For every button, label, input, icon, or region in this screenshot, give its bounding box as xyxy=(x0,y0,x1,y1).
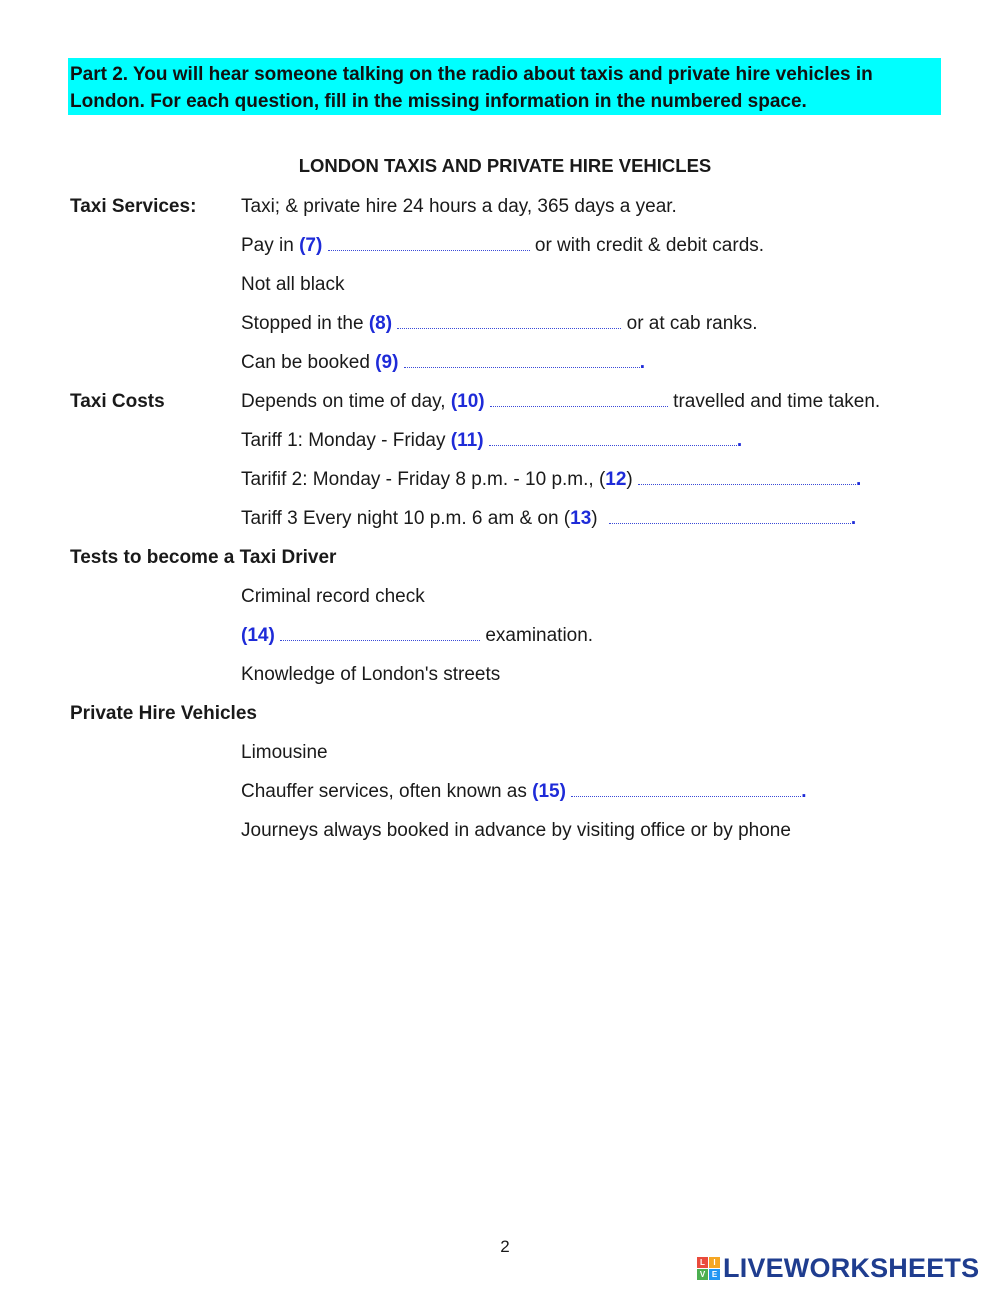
taxi-services-line-1: Taxi; & private hire 24 hours a day, 365 days a year. xyxy=(241,196,677,217)
private-hire-line-3: Journeys always booked in advance by visiting office or by phone xyxy=(241,820,791,841)
page-title: LONDON TAXIS AND PRIVATE HIRE VEHICLES xyxy=(298,155,712,176)
taxi-costs-label: Taxi Costs xyxy=(70,391,165,412)
question-7-number: (7) xyxy=(299,235,323,256)
tests-row-2 xyxy=(0,623,1000,649)
question-14-number: (14) xyxy=(241,625,275,646)
taxi-services-label: Taxi Services: xyxy=(70,196,197,217)
taxi-services-line-4: Stopped in the (8) or at cab ranks. xyxy=(241,313,758,334)
tests-row-1 xyxy=(0,584,1000,610)
taxi-services-row-5 xyxy=(0,350,1000,376)
answer-blank-8[interactable] xyxy=(397,312,621,329)
taxi-costs-line-2: Tariff 1: Monday - Friday (11) . xyxy=(241,430,743,451)
tests-line-2: (14) examination. xyxy=(241,625,594,646)
answer-blank-15[interactable] xyxy=(571,780,801,797)
tests-line-1: Criminal record check xyxy=(241,586,425,607)
answer-blank-9[interactable] xyxy=(404,351,640,368)
tests-label: Tests to become a Taxi Driver xyxy=(70,547,337,568)
answer-blank-13[interactable] xyxy=(609,507,851,524)
private-hire-line-1: Limousine xyxy=(241,742,328,763)
taxi-services-row-4 xyxy=(0,311,1000,337)
answer-blank-10[interactable] xyxy=(490,390,668,407)
taxi-services-row-1 xyxy=(0,194,1000,220)
logo-text: LIVEWORKSHEETS xyxy=(723,1252,980,1283)
private-hire-row-3 xyxy=(0,818,1000,844)
question-10-number: (10) xyxy=(450,391,485,412)
taxi-costs-row-1 xyxy=(0,389,1000,415)
page-number: 2 xyxy=(500,1237,510,1256)
taxi-services-line-3: Not all black xyxy=(241,274,345,295)
private-hire-label: Private Hire Vehicles xyxy=(70,703,257,724)
tests-row-3 xyxy=(0,662,1000,688)
logo-mark-icon: L I V E xyxy=(697,1257,720,1280)
taxi-costs-line-3: Tarifif 2: Monday - Friday 8 p.m. - 10 p.m., (12) . xyxy=(241,469,862,490)
taxi-services-row-2 xyxy=(0,233,1000,259)
instruction-banner: Part 2. You will hear someone talking on the radio about taxis and private hire vehicles in London. For each question, fill in the missing information in the numbered space. xyxy=(68,58,941,115)
answer-blank-12[interactable] xyxy=(638,468,856,485)
taxi-services-line-5: Can be booked (9) . xyxy=(241,352,645,373)
tests-line-3: Knowledge of London's streets xyxy=(241,664,501,685)
liveworksheets-logo[interactable] xyxy=(697,1253,979,1283)
taxi-services-row-3 xyxy=(0,272,1000,298)
answer-blank-7[interactable] xyxy=(328,234,530,251)
question-8-number: (8) xyxy=(368,313,393,334)
question-15-number: (15) xyxy=(532,781,566,802)
taxi-costs-row-4 xyxy=(0,506,1000,532)
private-hire-row-1 xyxy=(0,740,1000,766)
question-12-number: 12 xyxy=(605,469,627,490)
answer-blank-11[interactable] xyxy=(489,429,737,446)
question-13-number: 13 xyxy=(570,508,592,529)
taxi-costs-row-3 xyxy=(0,467,1000,493)
private-hire-line-2: Chauffer services, often known as (15) . xyxy=(241,781,807,802)
tests-heading-row xyxy=(0,545,1000,571)
taxi-costs-row-2 xyxy=(0,428,1000,454)
taxi-costs-line-1: Depends on time of day, (10) travelled and time taken. xyxy=(241,391,881,412)
answer-blank-14[interactable] xyxy=(280,624,480,641)
taxi-costs-line-4: Tariff 3 Every night 10 p.m. 6 am & on (13) . xyxy=(241,508,857,529)
private-hire-heading-row xyxy=(0,701,1000,727)
question-11-number: (11) xyxy=(450,430,484,451)
private-hire-row-2 xyxy=(0,779,1000,805)
taxi-services-line-2: Pay in (7) or with credit & debit cards. xyxy=(241,235,765,256)
question-9-number: (9) xyxy=(375,352,399,373)
